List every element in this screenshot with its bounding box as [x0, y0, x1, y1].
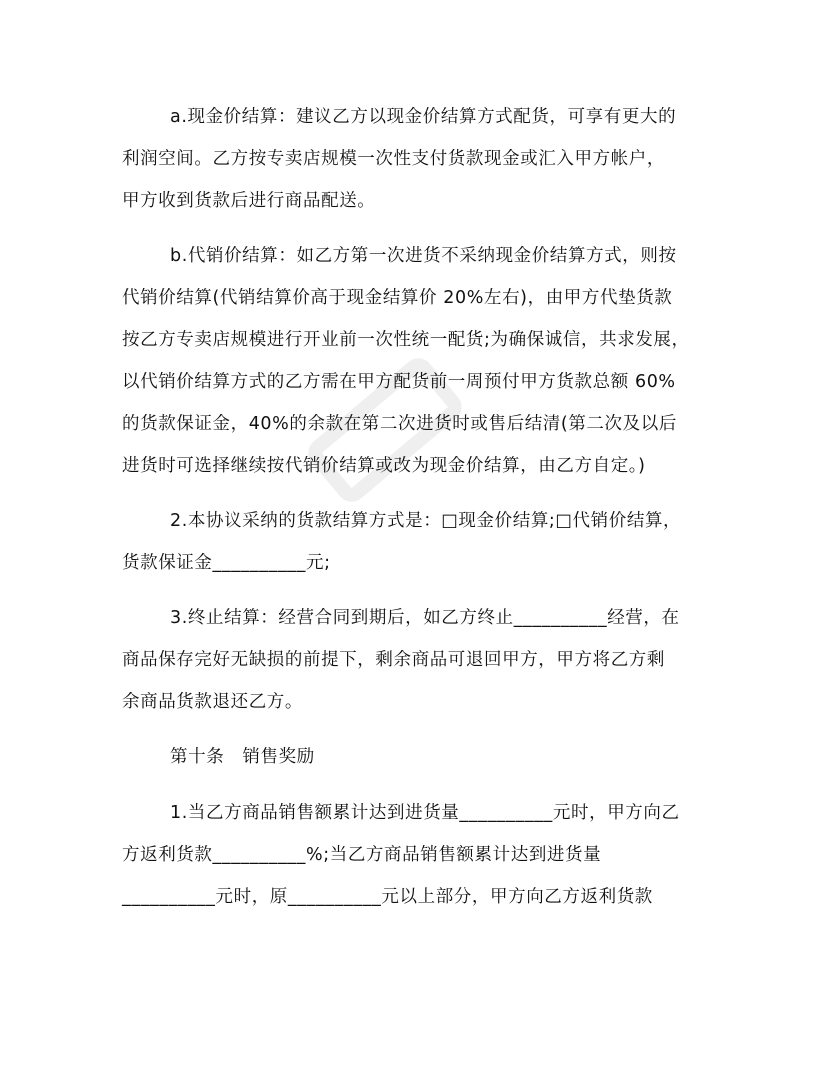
reward-clause-1-line-2: 方返利货款__________%;当乙方商品销售额累计达到进货量 [122, 845, 602, 865]
clause-3-line-2: 商品保存完好无缺损的前提下，剩余商品可退回甲方，甲方将乙方剩 [122, 650, 665, 670]
clause-2-line-1: 2.本协议采纳的货款结算方式是：□现金价结算;□代销价结算， [170, 511, 682, 531]
article-10-heading: 第十条 销售奖励 [170, 747, 315, 767]
clause-3-line-3: 余商品货款退还乙方。 [122, 692, 303, 712]
paragraph-a-line-2: 利润空间。乙方按专卖店规模一次性支付货款现金或汇入甲方帐户， [122, 149, 665, 169]
paragraph-b-line-1: b.代销价结算：如乙方第一次进货不采纳现金价结算方式，则按 [170, 246, 677, 266]
paragraph-b-line-5: 的货款保证金，40%的余款在第二次进货时或售后结清(第二次及以后 [122, 414, 677, 434]
paragraph-a-line-3: 甲方收到货款后进行商品配送。 [122, 191, 376, 211]
paragraph-a-line-1: a.现金价结算：建议乙方以现金价结算方式配货，可享有更大的 [170, 107, 677, 127]
clause-3-line-1: 3.终止结算：经营合同到期后，如乙方终止__________经营，在 [170, 608, 680, 628]
paragraph-b-line-3: 按乙方专卖店规模进行开业前一次性统一配货;为确保诚信，共求发展， [122, 330, 690, 350]
paragraph-b-line-6: 进货时可选择继续按代销价结算或改为现金价结算，由乙方自定。) [122, 456, 646, 476]
paragraph-b-line-4: 以代销价结算方式的乙方需在甲方配货前一周预付甲方货款总额 60% [122, 372, 676, 392]
clause-2-line-2: 货款保证金__________元; [122, 553, 331, 573]
reward-clause-1-line-1: 1.当乙方商品销售额累计达到进货量__________元时，甲方向乙 [170, 803, 680, 823]
reward-clause-1-line-3: __________元时，原__________元以上部分，甲方向乙方返利货款 [122, 887, 653, 907]
paragraph-b-line-2: 代销价结算(代销结算价高于现金结算价 20%左右)，由甲方代垫货款 [122, 288, 673, 308]
